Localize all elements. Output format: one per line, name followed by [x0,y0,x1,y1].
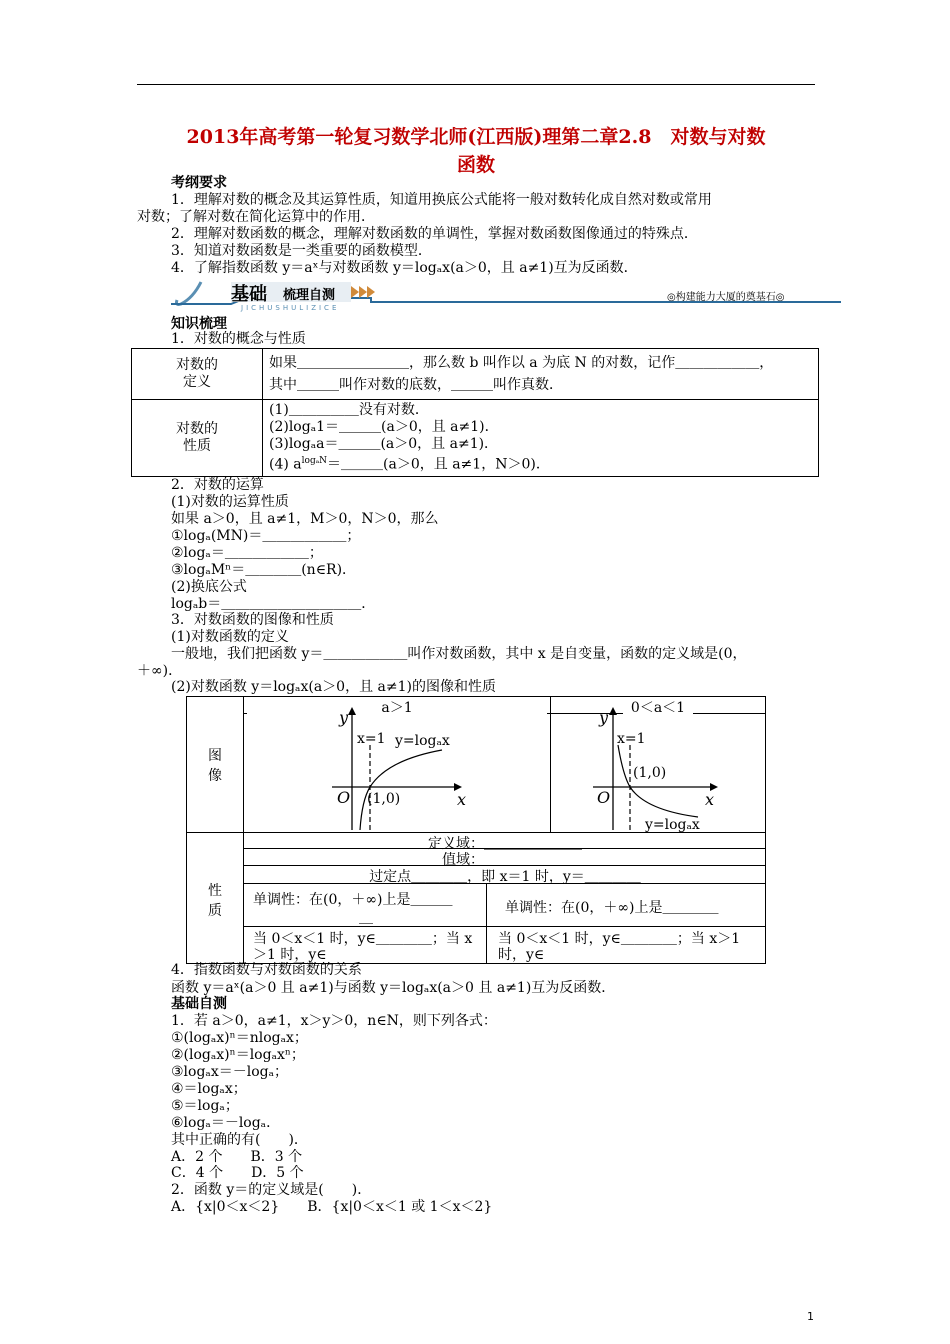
t1-row1-l1: 如果＿＿＿＿＿＿＿＿，那么数 b 叫作以 a 为底 N 的对数，记作＿＿＿＿＿＿， [269,355,774,371]
st-q1-ask: 其中正确的有( )． [171,1132,308,1148]
t2-mono2: 单调性：在(0，＋∞)上是＿＿＿＿ [505,900,719,916]
st-q2-ab: A．{x|0＜x＜2} B．{x|0＜x＜1 或 1＜x＜2} [171,1199,493,1215]
t1-row2-l4 [269,453,812,474]
knowledge-heading: 知识梳理 [171,316,227,332]
g2-point: (1,0) [633,765,667,781]
g2-o: O [597,788,611,807]
st-q1-1: ①(logₐx)ⁿ＝nlogₐx； [171,1030,308,1046]
t2-domain: 定义域：＿＿＿＿＿＿＿ [428,836,582,852]
st-q1-cd: C．4 个 D．5 个 [171,1165,304,1181]
k-s2-i2: ②logₐ＝＿＿＿＿＿＿； [171,545,323,561]
st-q1-4: ④＝logₐx； [171,1081,247,1097]
req-4: 4．了解指数函数 y＝aˣ与对数函数 y＝logₐx(a＞0，且 a≠1)互为反函数． [171,260,638,276]
req-1b: 对数；了解对数在简化运算中的作用． [137,209,375,225]
k-s3-1: (1)对数函数的定义 [171,629,289,645]
t2-col2: 0＜a＜1 [553,697,763,717]
banner-sub: 梳理自测 [283,288,336,303]
k-s4: 4．指数函数与对数函数的关系 [171,962,362,978]
req-3: 3．知道对数函数是一类重要的函数模型． [171,243,432,259]
st-q1: 1．若 a＞0，a≠1，x＞y＞0，n∈N，则下列各式： [171,1013,497,1029]
banner-main: 基础 [231,284,267,305]
st-q2: 2．函数 y＝的定义域是( )． [171,1182,372,1198]
g1-x1: x=1 [357,731,386,747]
table-log-def [131,348,819,477]
doc-title-line2: 函数 [456,154,495,176]
g1-func: y=logₐx [395,733,450,749]
t2-mono1b: ＿ [359,910,373,926]
t2-fixed: 过定点＿＿＿＿，即 x＝1 时，y＝＿＿＿＿ [369,869,641,885]
t1-row2-l3: (3)logₐa＝＿＿＿(a＞0，且 a≠1)． [269,436,499,453]
k-s3-2: (2)对数函数 y＝logₐx(a＞0，且 a≠1)的图像和性质 [171,679,496,695]
t1-row2-l4sup: logₐN [301,456,328,467]
req-2: 2．理解对数函数的概念，理解对数函数的单调性，掌握对数函数图像通过的特殊点． [171,226,698,242]
table-log-graph [186,696,766,964]
t2-when2a: 当 0＜x＜1 时，y∈＿＿＿＿；当 x＞1 [498,931,741,947]
t1-row2-l4a: (4) a [269,456,302,473]
graph-a-gt-1 [317,705,477,833]
t1-row2-l4b: ＝＿＿＿(a＞0，且 a≠1，N＞0)． [327,456,550,473]
t1-row2-l2: (2)logₐ1＝＿＿＿(a＞0，且 a≠1)． [269,419,499,436]
t2-col1: a＞1 [247,697,547,717]
st-q1-3: ③logₐx＝－logₐ； [171,1064,288,1080]
k-s2-cond: 如果 a＞0，且 a≠1，M＞0，N＞0，那么 [171,511,439,527]
k-s2-i3: ③logₐMⁿ＝＿＿＿＿(n∈R)． [171,562,357,578]
k-s2: 2．对数的运算 [171,477,264,493]
k-s2-1: (1)对数的运算性质 [171,494,289,510]
t1-row1-l2: 其中＿＿＿叫作对数的底数，＿＿＿叫作真数． [269,377,563,393]
page-number: 1 [807,1310,814,1323]
st-q1-ab: A．2 个 B．3 个 [171,1149,303,1165]
t1-row2-label: 对数的 性质 [132,400,263,477]
g1-o: O [337,788,351,807]
g2-y: y [599,708,609,727]
t2-when1b: ＞1 时，y∈ [253,947,327,963]
graph-a-lt-1 [583,705,743,833]
t2-row-prop: 性 质 [208,883,222,919]
t1-row1-label: 对数的 定义 [132,349,263,400]
k-s2-base: logₐb＝＿＿＿＿＿＿＿＿＿＿． [171,596,376,612]
g2-x1: x=1 [617,731,646,747]
t1-row2-l1: (1)＿＿＿＿＿没有对数． [269,402,429,419]
req-1: 1．理解对数的概念及其运算性质，知道用换底公式能将一般对数转化成自然对数或常用 [171,192,712,208]
st-q1-5: ⑤＝logₐ； [171,1098,239,1114]
g1-x: x [457,790,467,809]
t2-when1a: 当 0＜x＜1 时，y∈＿＿＿＿；当 x [253,931,473,947]
k-s3-def2: ＋∞)． [137,663,183,679]
t2-row-img: 图 像 [208,748,222,784]
banner-pinyin: JICHUSHULIZICE [241,304,340,312]
k-s4-text: 函数 y＝aˣ(a＞0 且 a≠1)与函数 y＝logₐx(a＞0 且 a≠1)互为反函数． [171,980,616,996]
k-s1: 1．对数的概念与性质 [171,331,306,347]
k-s2-i1: ①logₐ(MN)＝＿＿＿＿＿＿； [171,528,361,544]
requirements-heading: 考纲要求 [171,175,227,191]
t2-mono1a: 单调性：在(0，＋∞)上是＿＿＿ [253,892,453,908]
st-q1-6: ⑥logₐ＝－logₐ． [171,1115,281,1131]
k-s3-def1: 一般地，我们把函数 y＝＿＿＿＿＿＿叫作对数函数，其中 x 是自变量，函数的定义域是(0， [171,646,747,662]
top-rule [137,84,815,85]
t2-range: 值域：＿＿＿＿＿＿ [442,852,568,868]
section-banner [171,278,841,314]
doc-title-line1: 2013年高考第一轮复习数学北师(江西版)理第二章2.8 对数与对数 [186,126,766,148]
k-s3: 3．对数函数的图像和性质 [171,612,334,628]
st-q1-2: ②(logₐx)ⁿ＝logₐxⁿ； [171,1047,305,1063]
selftest-heading: 基础自测 [171,996,227,1012]
g2-x: x [705,790,715,809]
t2-when2b: 时，y∈ [498,947,545,963]
k-s2-2: (2)换底公式 [171,579,247,595]
g1-point: (1,0) [367,791,401,807]
g2-func: y=logₐx [645,817,700,833]
g1-y: y [339,708,349,727]
banner-right: ◎构建能力大厦的奠基石◎ [667,292,785,303]
